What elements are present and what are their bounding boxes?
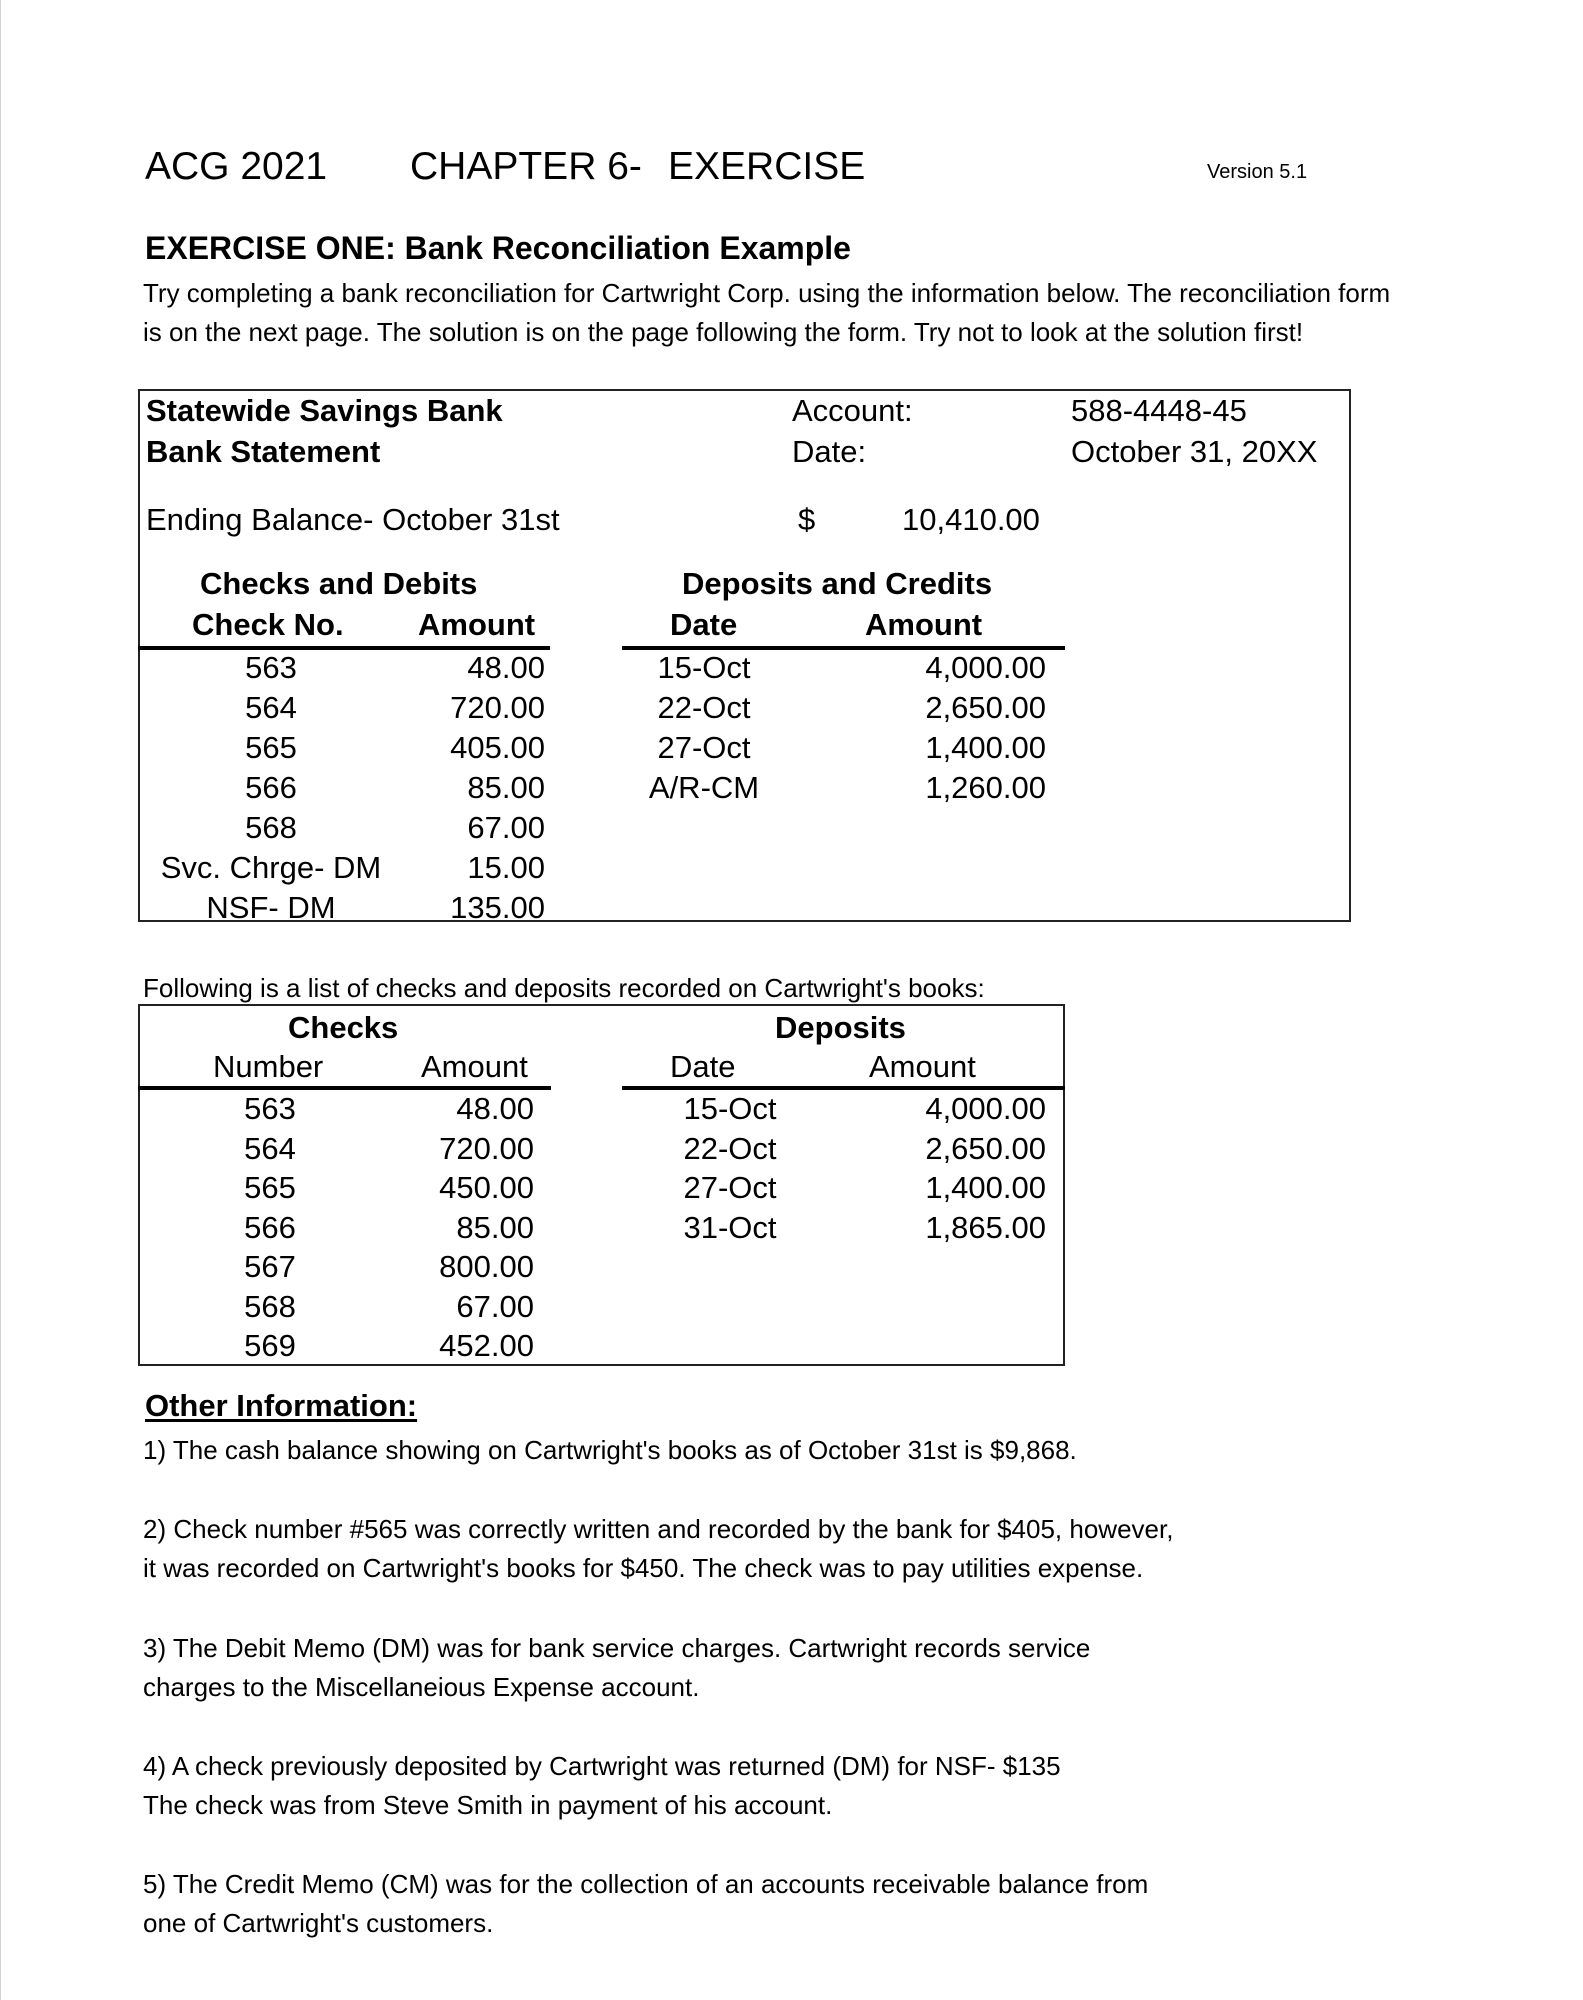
- books-check-no: 566: [244, 1210, 296, 1245]
- deposit-amount: 4,000.00: [925, 650, 1046, 685]
- deposit-date: 22-Oct: [657, 690, 751, 725]
- bank-name: Statewide Savings Bank: [146, 393, 503, 428]
- account-label: Account:: [792, 393, 913, 428]
- intro-line-1: Try completing a bank reconciliation for Cartwright Corp. using the information below. The reconciliation form: [143, 278, 1391, 308]
- check-amount: 720.00: [450, 690, 545, 725]
- info-item-3-line1: 3) The Debit Memo (DM) was for bank service charges. Cartwright records service: [143, 1633, 1091, 1663]
- books-checks-rule: [138, 1086, 551, 1090]
- page-edge: [0, 0, 1, 2000]
- date-label: Date:: [792, 434, 867, 469]
- books-check-no: 568: [244, 1289, 296, 1324]
- books-deposit-amount: 1,400.00: [925, 1170, 1046, 1205]
- books-deposits-rule: [622, 1086, 1065, 1090]
- deposit-date: 15-Oct: [657, 650, 751, 685]
- col-deposit-amount: Amount: [865, 607, 983, 642]
- col-books-number: Number: [213, 1049, 324, 1084]
- check-no: 568: [245, 810, 297, 845]
- check-no: NSF- DM: [206, 890, 336, 925]
- col-books-deposit-amount: Amount: [869, 1049, 976, 1084]
- info-item-5-line1: 5) The Credit Memo (CM) was for the collection of an accounts receivable balance from: [143, 1869, 1149, 1899]
- course-code: ACG 2021: [145, 145, 328, 188]
- info-item-4-line1: 4) A check previously deposited by Cartwright was returned (DM) for NSF- $135: [143, 1751, 1061, 1781]
- books-check-amount: 450.00: [439, 1170, 534, 1205]
- books-check-no: 563: [244, 1091, 296, 1126]
- check-no: 565: [245, 730, 297, 765]
- check-amount: 15.00: [467, 850, 545, 885]
- currency-symbol: $: [798, 502, 816, 537]
- deposit-date: A/R-CM: [648, 770, 760, 805]
- exercise-heading: EXERCISE ONE: Bank Reconciliation Example: [145, 230, 851, 266]
- statement-date: October 31, 20XX: [1071, 434, 1318, 469]
- intro-line-2: is on the next page. The solution is on the page following the form. Try not to look at the solution first!: [143, 317, 1304, 347]
- col-check-amount: Amount: [418, 607, 536, 642]
- check-no: 563: [245, 650, 297, 685]
- books-deposits-title: Deposits: [775, 1010, 906, 1045]
- books-deposit-date: 27-Oct: [683, 1170, 777, 1205]
- books-deposit-date: 31-Oct: [683, 1210, 777, 1245]
- other-info-heading: Other Information:: [145, 1388, 418, 1423]
- info-item-2-line1: 2) Check number #565 was correctly written and recorded by the bank for $405, however,: [143, 1514, 1174, 1544]
- check-no: 566: [245, 770, 297, 805]
- info-item-5-line2: one of Cartwright's customers.: [143, 1908, 494, 1938]
- check-no: Svc. Chrge- DM: [160, 850, 382, 885]
- info-item-3-line2: charges to the Miscellaneious Expense account.: [143, 1672, 700, 1702]
- books-check-amount: 85.00: [456, 1210, 534, 1245]
- version-label: Version 5.1: [1207, 161, 1308, 183]
- check-amount: 67.00: [467, 810, 545, 845]
- deposit-amount: 1,400.00: [925, 730, 1046, 765]
- info-item-1: 1) The cash balance showing on Cartwright's books as of October 31st is $9,868.: [143, 1435, 1077, 1465]
- check-amount: 48.00: [467, 650, 545, 685]
- deposit-amount: 1,260.00: [925, 770, 1046, 805]
- books-check-no: 567: [244, 1249, 296, 1284]
- statement-title: Bank Statement: [146, 434, 381, 469]
- col-books-deposit-date: Date: [670, 1049, 736, 1084]
- deposits-credits-title: Deposits and Credits: [682, 566, 993, 601]
- books-check-no: 569: [244, 1328, 296, 1363]
- books-check-amount: 800.00: [439, 1249, 534, 1284]
- books-check-amount: 67.00: [456, 1289, 534, 1324]
- books-checks-title: Checks: [288, 1010, 399, 1045]
- check-amount: 135.00: [450, 890, 545, 925]
- checks-debits-title: Checks and Debits: [200, 566, 478, 601]
- check-no: 564: [245, 690, 297, 725]
- books-deposit-amount: 4,000.00: [925, 1091, 1046, 1126]
- deposit-amount: 2,650.00: [925, 690, 1046, 725]
- books-check-amount: 452.00: [439, 1328, 534, 1363]
- ending-balance-value: 10,410.00: [902, 502, 1040, 537]
- info-item-4-line2: The check was from Steve Smith in payment of his account.: [143, 1790, 833, 1820]
- col-deposit-date: Date: [670, 607, 738, 642]
- books-check-amount: 720.00: [439, 1131, 534, 1166]
- books-deposit-amount: 2,650.00: [925, 1131, 1046, 1166]
- deposit-date: 27-Oct: [657, 730, 751, 765]
- account-number: 588-4448-45: [1071, 393, 1247, 428]
- chapter-label: CHAPTER 6-: [410, 145, 642, 188]
- col-check-no: Check No.: [192, 607, 344, 642]
- books-deposit-date: 15-Oct: [683, 1091, 777, 1126]
- info-item-2-line2: it was recorded on Cartwright's books for $450. The check was to pay utilities expense.: [143, 1553, 1144, 1583]
- books-check-no: 564: [244, 1131, 296, 1166]
- books-check-no: 565: [244, 1170, 296, 1205]
- books-deposit-date: 22-Oct: [683, 1131, 777, 1166]
- books-check-amount: 48.00: [456, 1091, 534, 1126]
- check-amount: 405.00: [450, 730, 545, 765]
- ending-balance-label: Ending Balance- October 31st: [146, 502, 560, 537]
- books-deposit-amount: 1,865.00: [925, 1210, 1046, 1245]
- books-intro: Following is a list of checks and deposits recorded on Cartwright's books:: [143, 973, 985, 1003]
- col-books-amount: Amount: [421, 1049, 528, 1084]
- exercise-label: EXERCISE: [668, 145, 866, 188]
- check-amount: 85.00: [467, 770, 545, 805]
